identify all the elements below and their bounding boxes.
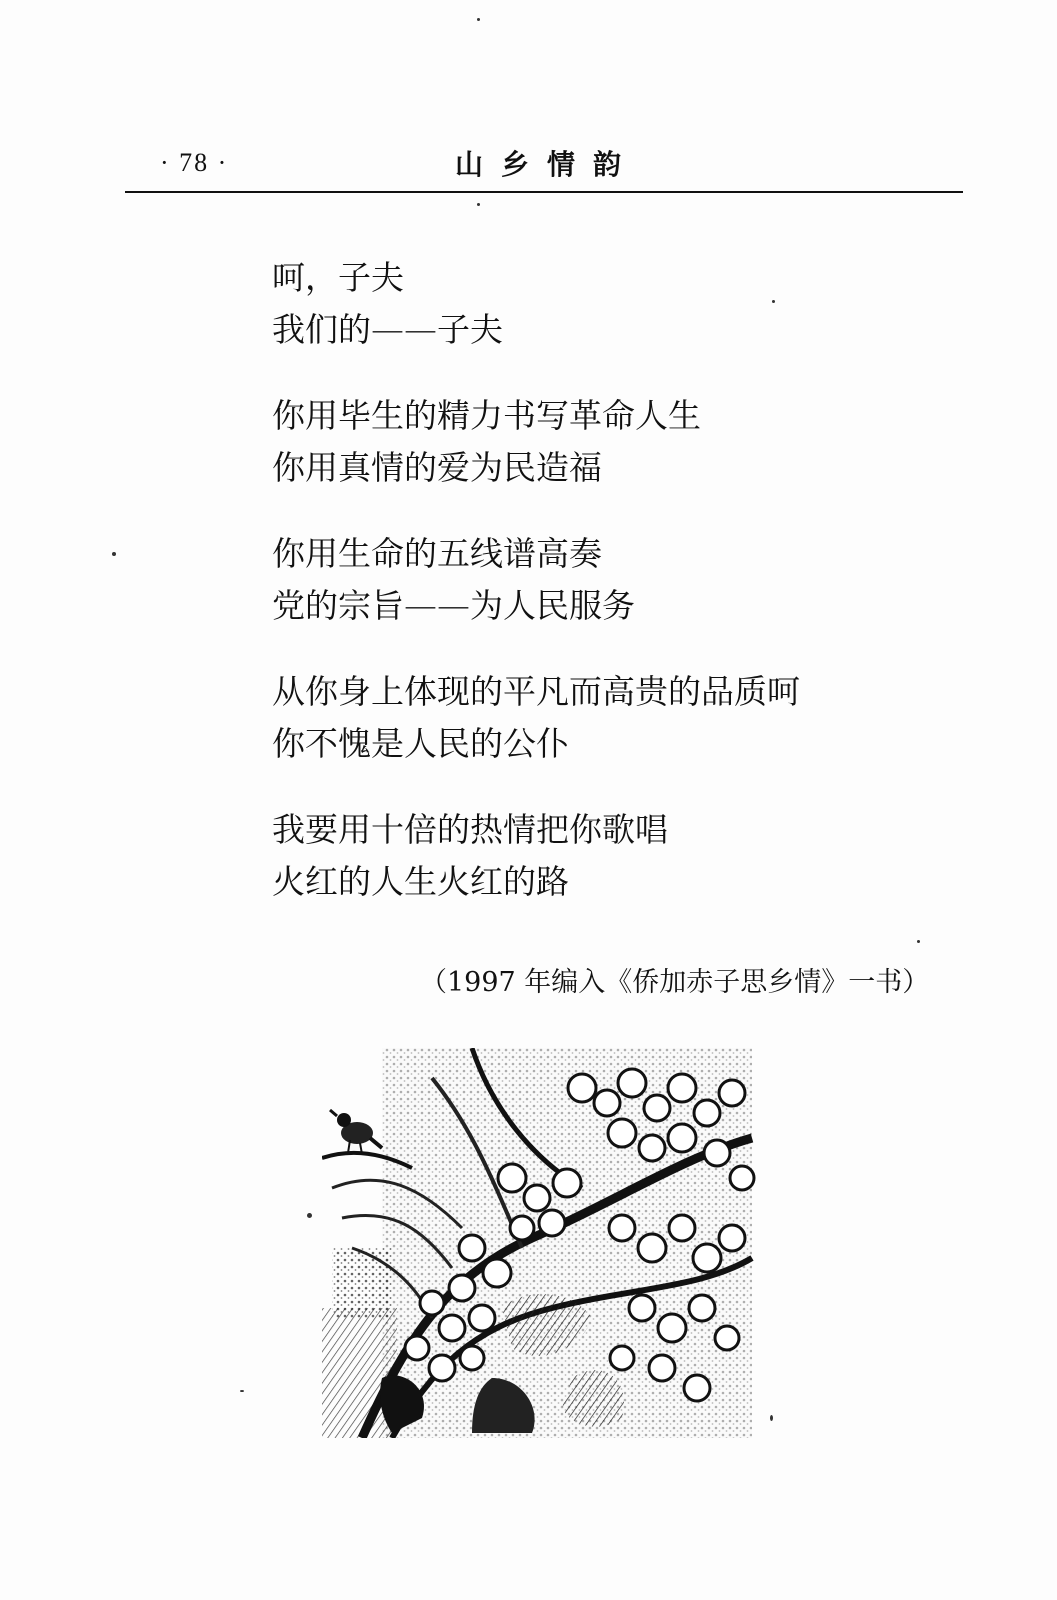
poem-line: 我要用十倍的热情把你歌唱 — [272, 810, 668, 849]
scan-speck — [240, 1390, 244, 1392]
poem-line: 你用毕生的精力书写革命人生 — [272, 396, 701, 435]
scan-speck — [477, 18, 480, 21]
running-title: 山乡情韵 — [455, 148, 640, 181]
header-rule — [125, 191, 963, 193]
poem-line: 火红的人生火红的路 — [272, 862, 569, 901]
poem-line: 你不愧是人民的公仆 — [272, 724, 569, 763]
scan-speck — [772, 300, 775, 303]
stanza — [272, 252, 912, 356]
bird-and-flowers-illustration — [322, 1048, 762, 1438]
scan-speck — [112, 552, 116, 556]
scan-speck — [477, 203, 480, 206]
poem-line: 你用真情的爱为民造福 — [272, 448, 602, 487]
ink-painting-icon — [322, 1048, 762, 1438]
stanza — [272, 528, 912, 632]
poem-line: 我们的——子夫 — [272, 310, 503, 349]
poem-line: 呵，子夫 — [272, 258, 404, 297]
page-header — [125, 135, 963, 190]
publication-note: （1997 年编入《侨加赤子思乡情》一书） — [420, 967, 930, 998]
bird-icon — [330, 1110, 382, 1154]
poem-line: 从你身上体现的平凡而高贵的品质呵 — [272, 672, 800, 711]
scan-speck — [917, 940, 920, 943]
poem — [272, 252, 912, 942]
stanza — [272, 390, 912, 494]
poem-line: 党的宗旨——为人民服务 — [272, 586, 635, 625]
stanza — [272, 666, 912, 770]
page-number: · 78 · — [160, 148, 229, 177]
poem-line: 你用生命的五线谱高奏 — [272, 534, 602, 573]
scan-speck — [770, 1415, 773, 1421]
stanza — [272, 804, 912, 908]
scan-speck — [307, 1213, 312, 1218]
